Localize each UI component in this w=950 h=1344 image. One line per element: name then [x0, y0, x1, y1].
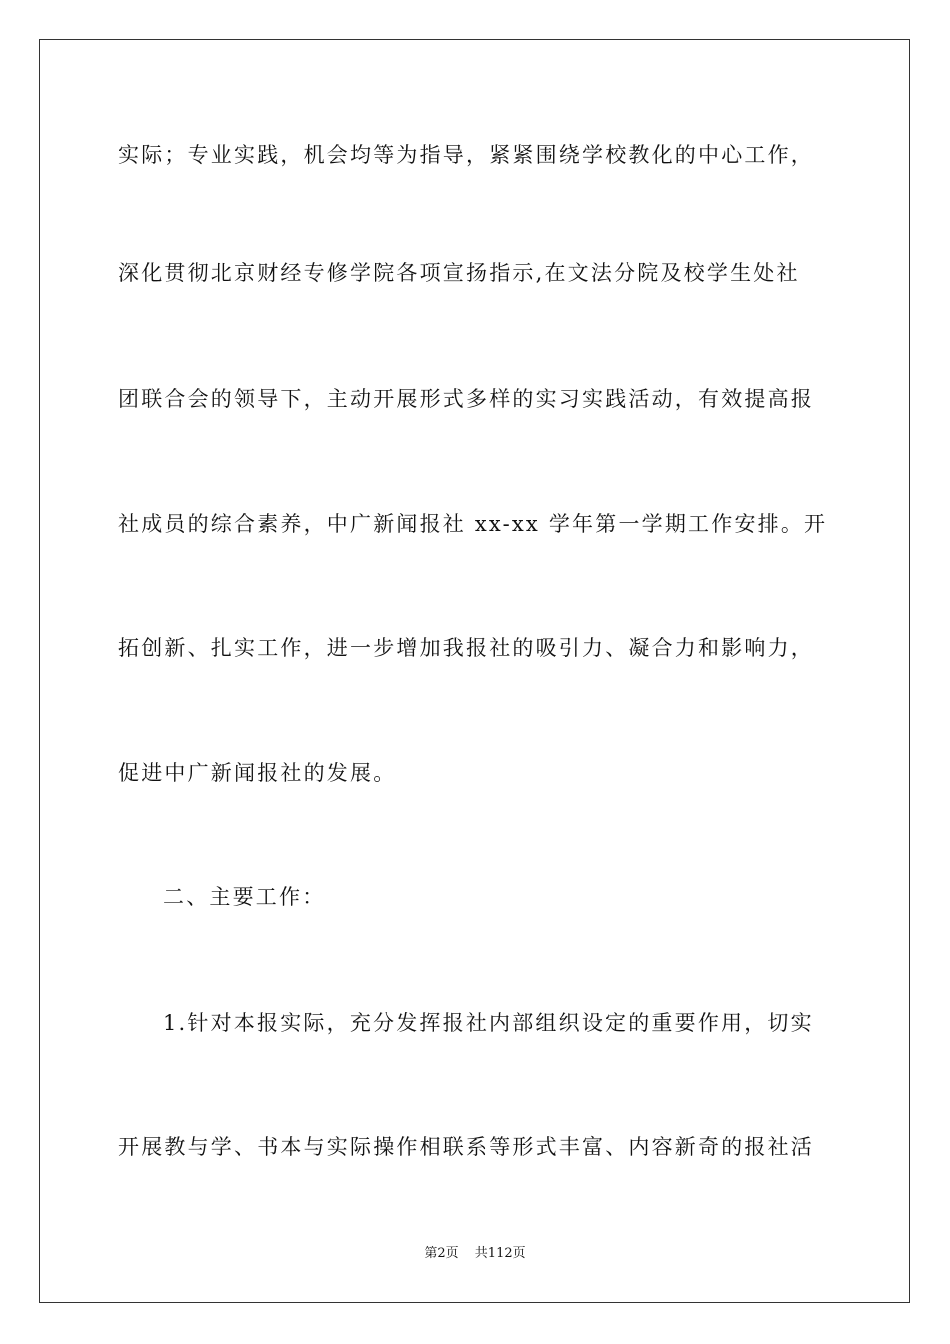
body-line-5: 拓创新、扎实工作，进一步增加我报社的吸引力、凝合力和影响力，	[118, 636, 814, 660]
body-line-1: 实际；专业实践，机会均等为指导，紧紧围绕学校教化的中心工作，	[118, 143, 814, 167]
body-line-2: 深化贯彻北京财经专修学院各项宣扬指示,在文法分院及校学生处社	[118, 261, 800, 285]
page-frame	[39, 39, 910, 1303]
body-line-4: 社成员的综合素养，中广新闻报社 xx-xx 学年第一学期工作安排。开	[118, 512, 828, 536]
page-number-current: 第2页	[424, 1246, 459, 1261]
page-footer	[0, 1245, 950, 1263]
page-number-total: 共112页	[474, 1246, 526, 1261]
body-line-3: 团联合会的领导下，主动开展形式多样的实习实践活动，有效提高报	[118, 387, 814, 411]
body-line-9: 开展教与学、书本与实际操作相联系等形式丰富、内容新奇的报社活	[118, 1135, 814, 1159]
section-heading: 二、主要工作：	[163, 885, 326, 909]
body-line-6: 促进中广新闻报社的发展。	[118, 761, 397, 785]
body-line-8: 1.针对本报实际，充分发挥报社内部组织设定的重要作用，切实	[163, 1011, 814, 1035]
